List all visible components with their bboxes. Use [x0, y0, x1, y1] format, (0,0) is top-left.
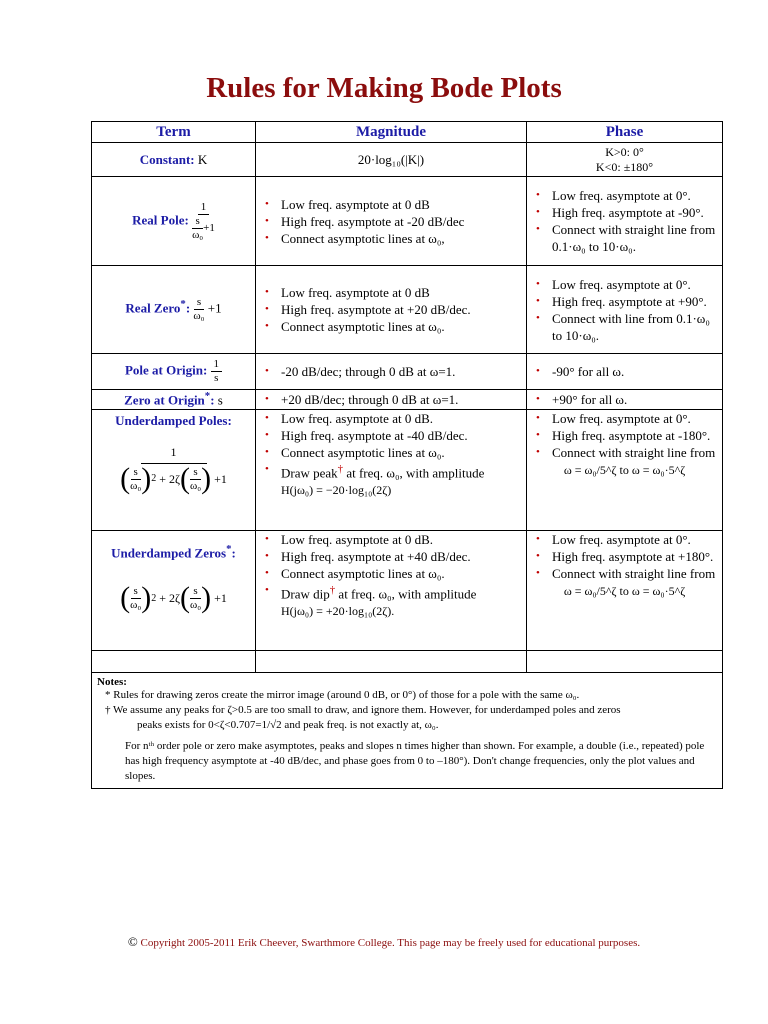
- copyright-icon: ©: [127, 934, 138, 949]
- term-header: Term: [92, 122, 256, 143]
- underdamped-poles-phase: • Low freq. asymptote at 0°. • High freq. asymptote at -180°. • Connect with straight line from ω = ω₀/5^ζ to ω = ω₀·5^ζ: [527, 410, 723, 531]
- notes-row: [92, 673, 723, 789]
- dagger-note: † We assume any peaks for ζ>0.5 are too small to draw, and ignore them. However, for underdamped poles and zeros: [105, 704, 621, 716]
- underdamped-zeros-amplitude: H(jω₀) = +20·log₁₀(2ζ).: [281, 604, 395, 619]
- underdamped-zeros-magnitude: • Low freq. asymptote at 0 dB. • High freq. asymptote at +40 dB/dec. • Connect asymptotic lines at ω₀. • Draw dip† at freq. ω₀, with amplitude H(jω₀) = +20·log₁₀(2ζ).: [256, 531, 527, 651]
- constant-term: Constant: K: [92, 143, 256, 177]
- zero-origin-phase: • +90° for all ω.: [527, 390, 723, 410]
- underdamped-poles-freq-range: ω = ω₀/5^ζ to ω = ω₀·5^ζ: [563, 463, 686, 477]
- underdamped-zeros-phase: • Low freq. asymptote at 0°. • High freq. asymptote at +180°. • Connect with straight line from ω = ω₀/5^ζ to ω = ω₀·5^ζ: [527, 531, 723, 651]
- constant-phase: K>0: 0° K<0: ±180°: [527, 143, 723, 177]
- notes: [92, 673, 723, 789]
- bode-rules-table: [91, 121, 723, 789]
- constant-magnitude: 20·log₁₀(|K|): [256, 143, 527, 177]
- header-row: [92, 122, 723, 143]
- underdamped-poles-magnitude: • Low freq. asymptote at 0 dB. • High freq. asymptote at -40 dB/dec. • Connect asymptotic lines at ω₀. • Draw peak† at freq. ω₀, with amplitude H(jω₀) = −20·log₁₀(2ζ): [256, 410, 527, 531]
- real-pole-term: Real Pole: 1 $\frac{s}{\text{ω₀}}$ +1: [92, 177, 256, 266]
- underdamped-zeros-term: Underdamped Zeros*: ( $\frac{s}{\text{ω₀}}$ ) 2 + 2ζ ( $\frac{s}{\text{ω₀}}$ ) +1: [92, 531, 256, 651]
- zero-origin-term: Zero at Origin*: s: [92, 390, 256, 410]
- underdamped-zeros-row: [92, 531, 723, 651]
- underdamped-poles-amplitude: H(jω₀) = −20·log₁₀(2ζ): [281, 483, 392, 498]
- real-zero-phase: • Low freq. asymptote at 0°. • High freq. asymptote at +90°. • Connect with line from 0.1·ω₀ to 10·ω₀.: [527, 266, 723, 354]
- real-zero-magnitude: • Low freq. asymptote at 0 dB • High freq. asymptote at +20 dB/dec. • Connect asymptotic lines at ω₀.: [256, 266, 527, 354]
- underdamped-poles-term: Underdamped Poles: 1 ( $\frac{s}{\text{ω₀}}$ ) 2 + 2ζ ( $\frac{s}{\text{ω₀}}$ ) +1: [92, 410, 256, 531]
- real-pole-fraction: 1 $\frac{s}{\text{ω₀}}$ +1: [192, 200, 215, 241]
- order-note: For nᵗʰ order pole or zero make asymptotes, peaks and slopes n times higher than shown. For example, a double (i.e., repeated) pole has high frequency asymptote at -40 dB/dec, and phase goes from 0 to –180°). Don't change frequencies, only the plot values and slopes.: [125, 740, 705, 782]
- constant-row: [92, 143, 723, 177]
- pole-origin-phase: • -90° for all ω.: [527, 354, 723, 390]
- real-pole-phase: • Low freq. asymptote at 0°. • High freq. asymptote at -90°. • Connect with straight line from 0.1·ω₀ to 10·ω₀.: [527, 177, 723, 266]
- zero-origin-magnitude: • +20 dB/dec; through 0 dB at ω=1.: [256, 390, 527, 410]
- copyright-footer: © Copyright 2005-2011 Erik Cheever, Swarthmore College. This page may be freely used for educational purposes.: [127, 934, 641, 949]
- underdamped-poles-row: [92, 410, 723, 531]
- dagger-note-cont: peaks exists for 0<ζ<0.707=1/√2 and peak freq. is not exactly at, ω₀.: [137, 719, 439, 731]
- pole-origin-row: [92, 354, 723, 390]
- notes-heading: Notes:: [97, 676, 127, 688]
- zero-origin-row: [92, 390, 723, 410]
- real-zero-row: [92, 266, 723, 354]
- real-zero-term: Real Zero*: $\frac{s}{\text{ω₀}}$ +1: [92, 266, 256, 354]
- page-title: Rules for Making Bode Plots: [206, 72, 562, 104]
- real-pole-magnitude: • Low freq. asymptote at 0 dB • High freq. asymptote at -20 dB/dec • Connect asymptotic lines at ω₀,: [256, 177, 527, 266]
- pole-origin-magnitude: • -20 dB/dec; through 0 dB at ω=1.: [256, 354, 527, 390]
- star-note: * Rules for drawing zeros create the mirror image (around 0 dB, or 0°) of those for a pole with the same ω₀.: [105, 689, 580, 701]
- magnitude-header: Magnitude: [256, 122, 527, 143]
- empty-row: [92, 651, 723, 673]
- pole-origin-term: Pole at Origin: $\frac{1}{s}$: [92, 354, 256, 390]
- underdamped-zeros-freq-range: ω = ω₀/5^ζ to ω = ω₀·5^ζ: [563, 584, 686, 598]
- phase-header: Phase: [527, 122, 723, 143]
- real-pole-row: [92, 177, 723, 266]
